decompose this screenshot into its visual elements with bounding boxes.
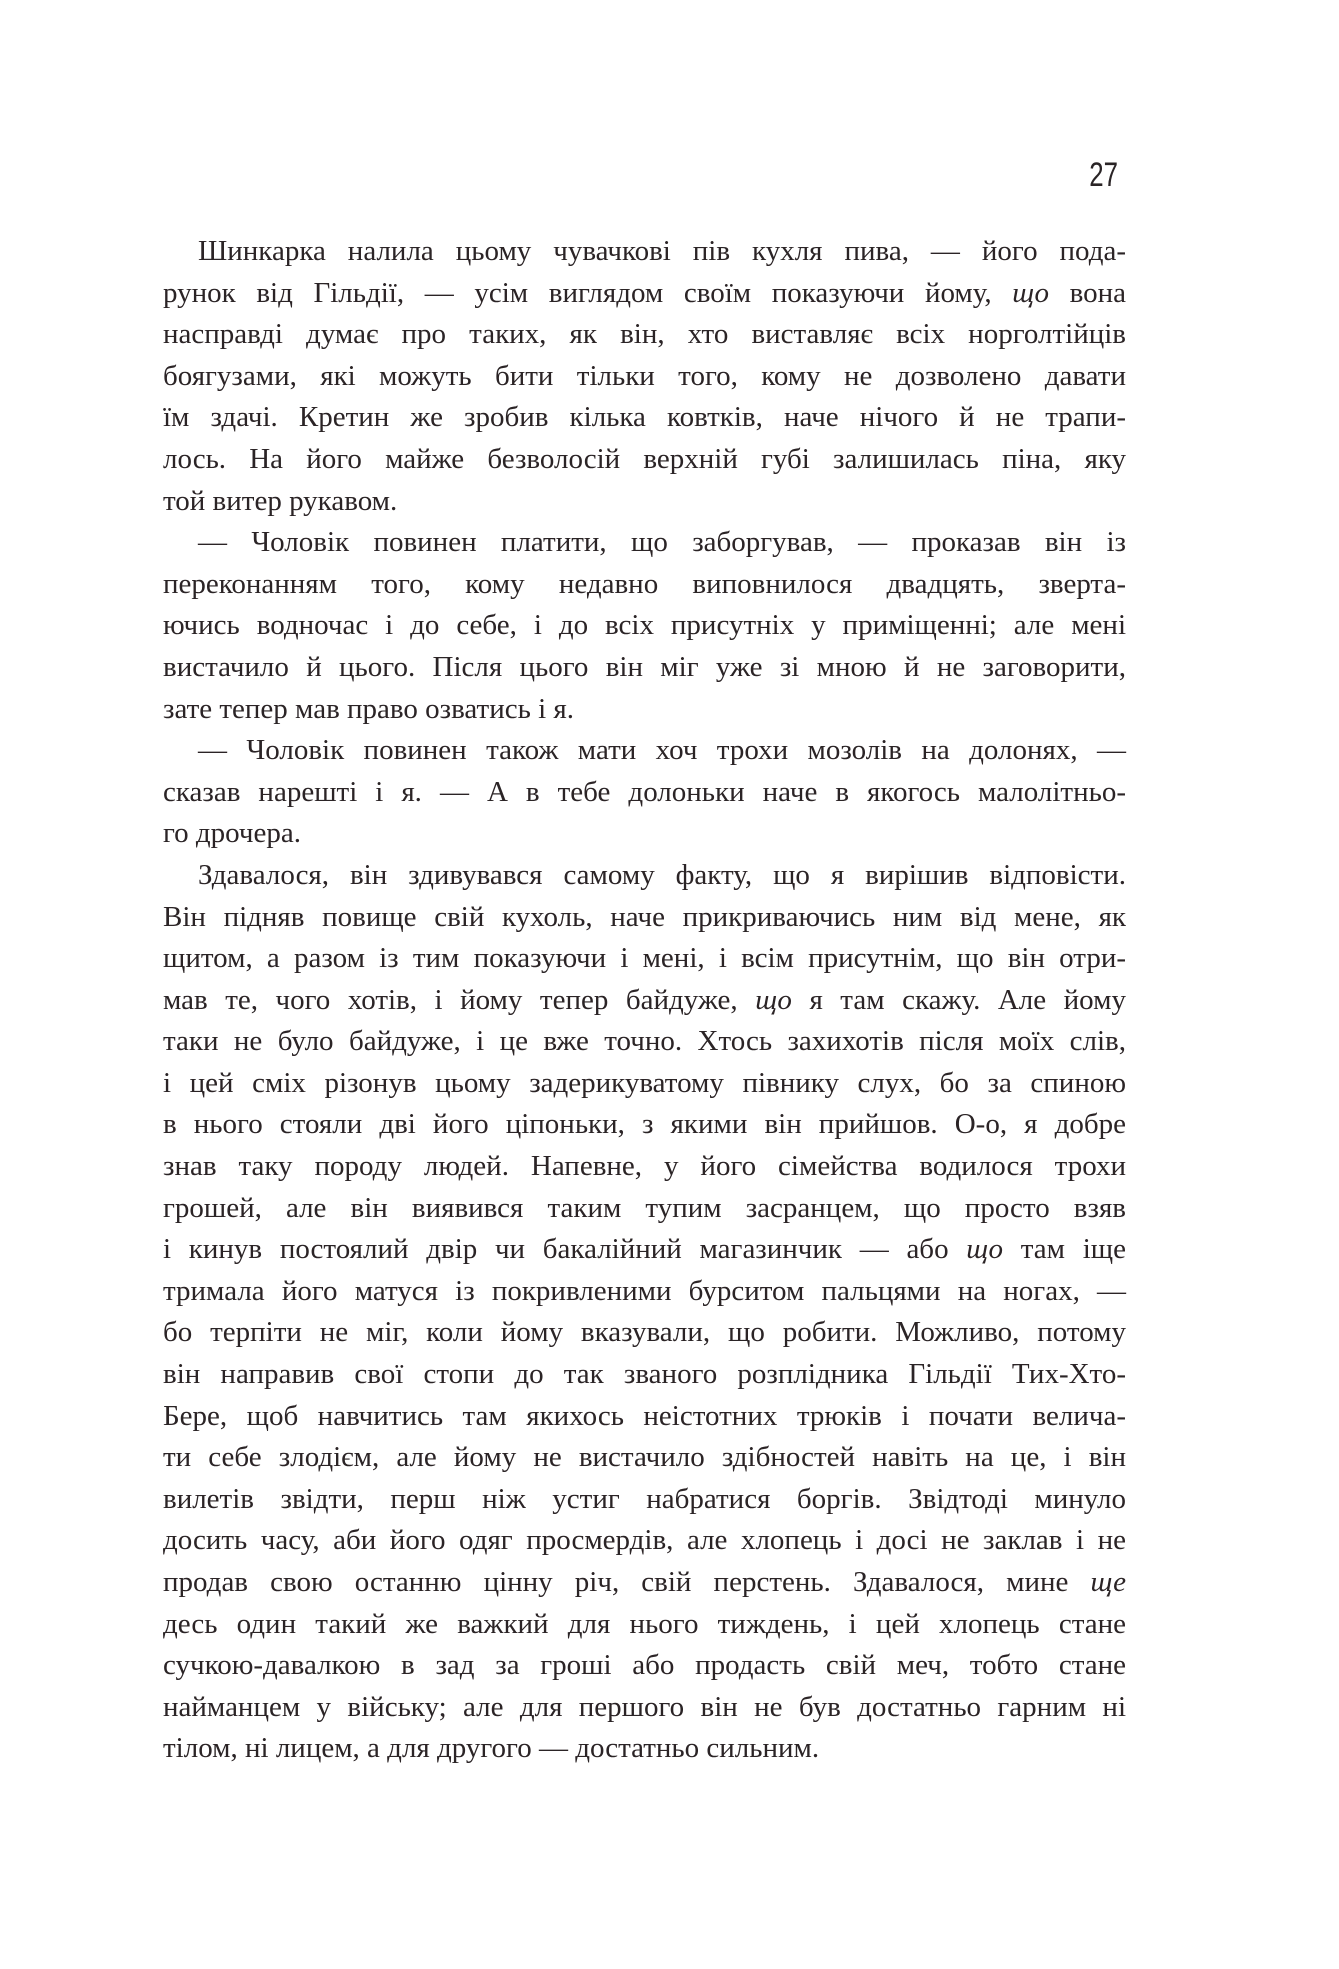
text-line: Бере, щоб навчитись там якихось неістотних трюків і почати велича- bbox=[163, 1399, 1126, 1432]
text-line: в нього стояли дві його ціпоньки, з якими він прийшов. О-о, я добре bbox=[163, 1108, 1126, 1141]
text-line: рунок від Гільдії, — усім виглядом своїм показуючи йому, що вона bbox=[163, 276, 1126, 309]
text-line: грошей, але він виявився таким тупим засранцем, що просто взяв bbox=[163, 1191, 1126, 1224]
paragraph bbox=[163, 231, 1126, 522]
text-line: — Чоловік повинен платити, що заборгував, — проказав він із bbox=[198, 526, 1126, 559]
text-line: сучкою-давалкою в зад за гроші або продасть свій меч, тобто стане bbox=[163, 1649, 1126, 1682]
text-line: тілом, ні лицем, а для другого — достатньо сильним. bbox=[163, 1732, 820, 1765]
text-line: продав свою останню цінну річ, свій перстень. Здавалося, мине ще bbox=[163, 1566, 1126, 1598]
text-line: Він підняв повище свій кухоль, наче прикриваючись ним від мене, як bbox=[163, 900, 1126, 933]
paragraph bbox=[163, 855, 1126, 1770]
text-line: ючись водночас і до себе, і до всіх присутніх у приміщенні; але мені bbox=[163, 609, 1126, 642]
text-line: го дрочера. bbox=[163, 817, 302, 850]
text-line: Шинкарка налила цьому чувачкові пів кухля пива, — його пода- bbox=[198, 235, 1126, 267]
text-line: зате тепер мав право озватись і я. bbox=[163, 692, 574, 725]
text-line: сказав нарешті і я. — А в тебе долоньки наче в якогось малолітньо- bbox=[163, 775, 1126, 808]
text-line: таки не було байдуже, і це вже точно. Хтось захихотів після моїх слів, bbox=[163, 1025, 1126, 1058]
paragraph bbox=[163, 522, 1126, 730]
text-line: їм здачі. Кретин же зробив кілька ковтків, наче нічого й не трапи- bbox=[163, 401, 1126, 434]
text-line: щитом, а разом із тим показуючи і мені, і всім присутнім, що він отри- bbox=[163, 942, 1126, 975]
text-line: переконанням того, кому недавно виповнилося двадцять, зверта- bbox=[163, 567, 1126, 600]
page-text bbox=[163, 231, 1126, 1770]
text-line: вистачило й цього. Після цього він міг уже зі мною й не заговорити, bbox=[163, 650, 1126, 683]
text-line: бо терпіти не міг, коли йому вказували, що робити. Можливо, потому bbox=[163, 1316, 1126, 1349]
paragraph bbox=[163, 730, 1126, 855]
text-line: — Чоловік повинен також мати хоч трохи мозолів на долонях, — bbox=[198, 734, 1126, 767]
page-number: 27 bbox=[1089, 156, 1118, 194]
text-line: вилетів звідти, перш ніж устиг набратися боргів. Звідтоді минуло bbox=[163, 1482, 1126, 1515]
text-line: він направив свої стопи до так званого розплідника Гільдії Тих-Хто- bbox=[163, 1358, 1126, 1391]
text-line: знав таку породу людей. Напевне, у його сімейства водилося трохи bbox=[163, 1150, 1126, 1183]
text-line: десь один такий же важкий для нього тиждень, і цей хлопець стане bbox=[163, 1607, 1126, 1640]
text-line: і кинув постоялий двір чи бакалійний магазинчик — або що там іще bbox=[163, 1233, 1126, 1266]
text-line: Здавалося, він здивувався самому факту, що я вирішив відповісти. bbox=[198, 858, 1126, 891]
text-line: той витер рукавом. bbox=[163, 484, 398, 517]
text-line: тримала його матуся із покривленими бурситом пальцями на ногах, — bbox=[163, 1274, 1126, 1307]
text-line: лось. На його майже безволосій верхній губі залишилась піна, яку bbox=[163, 442, 1126, 475]
text-line: мав те, чого хотів, і йому тепер байдуже, що я там скажу. Але йому bbox=[163, 983, 1126, 1016]
text-line: досить часу, аби його одяг просмердів, але хлопець і досі не заклав і не bbox=[163, 1524, 1126, 1557]
text-line: найманцем у війську; але для першого він не був достатньо гарним ні bbox=[163, 1690, 1126, 1723]
text-line: ти себе злодієм, але йому не вистачило здібностей навіть на це, і він bbox=[163, 1441, 1126, 1474]
text-line: насправді думає про таких, як він, хто виставляє всіх норголтійців bbox=[163, 318, 1126, 351]
text-line: і цей сміх різонув цьому задерикуватому півнику слух, бо за спиною bbox=[163, 1066, 1126, 1099]
text-line: боягузами, які можуть бити тільки того, кому не дозволено давати bbox=[163, 359, 1126, 392]
